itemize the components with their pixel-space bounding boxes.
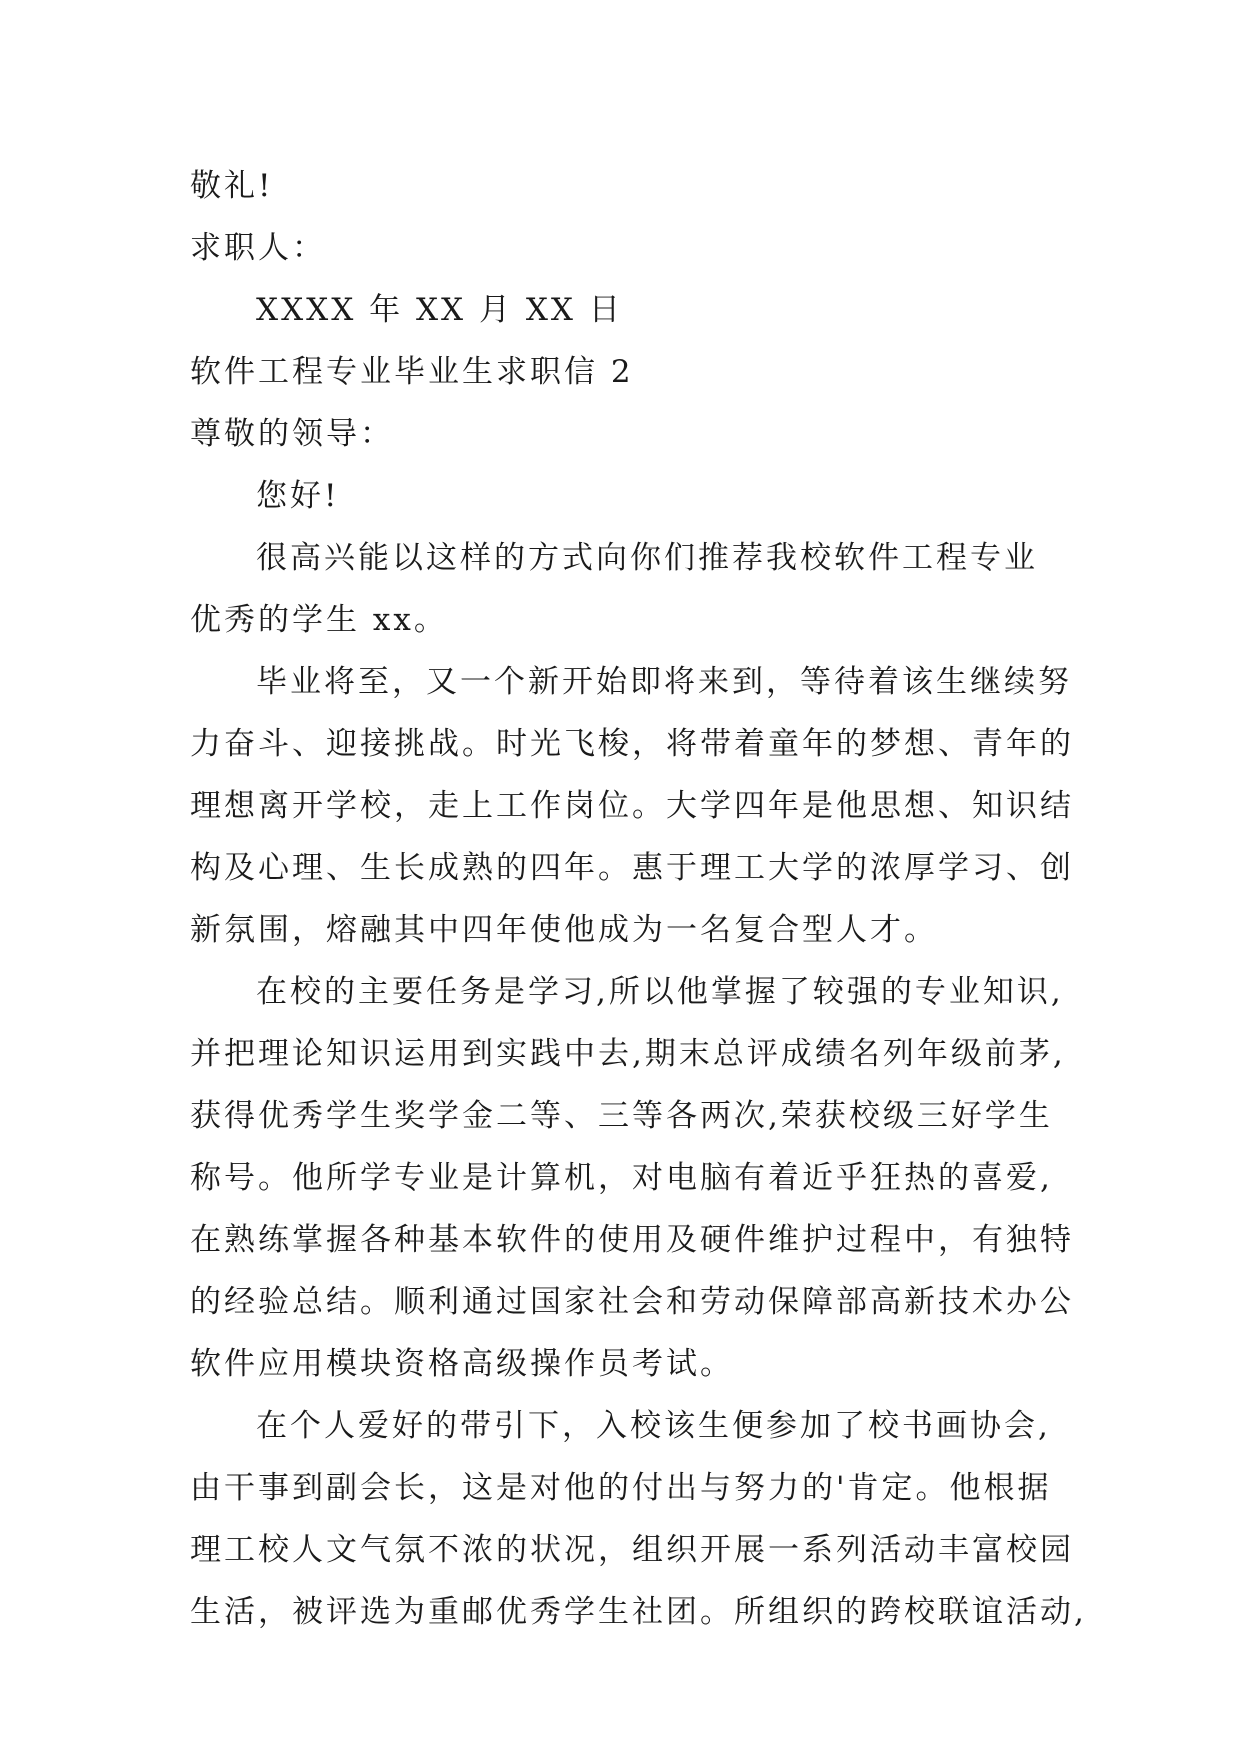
paragraph-line: 优秀的学生 xx。 bbox=[190, 602, 448, 638]
closing-salute: 敬礼! bbox=[190, 168, 274, 204]
paragraph-line: 由干事到副会长，这是对他的付出与努力的'肯定。他根据 bbox=[190, 1470, 1052, 1506]
paragraph-line: 称号。他所学专业是计算机，对电脑有着近乎狂热的喜爱, bbox=[190, 1160, 1053, 1196]
paragraph-line: 构及心理、生长成熟的四年。惠于理工大学的浓厚学习、创 bbox=[190, 850, 1074, 886]
paragraph-line: 在校的主要任务是学习,所以他掌握了较强的专业知识, bbox=[256, 974, 1064, 1010]
paragraph-line: 的经验总结。顺利通过国家社会和劳动保障部高新技术办公 bbox=[190, 1284, 1074, 1320]
paragraph-line: 理想离开学校，走上工作岗位。大学四年是他思想、知识结 bbox=[190, 788, 1074, 824]
paragraph-line: 生活，被评选为重邮优秀学生社团。所组织的跨校联谊活动, bbox=[190, 1594, 1087, 1630]
paragraph-line: 并把理论知识运用到实践中去,期末总评成绩名列年级前茅, bbox=[190, 1036, 1066, 1072]
paragraph-line: 理工校人文气氛不浓的状况，组织开展一系列活动丰富校园 bbox=[190, 1532, 1074, 1568]
paragraph-line: 新氛围，熔融其中四年使他成为一名复合型人才。 bbox=[190, 912, 938, 948]
paragraph-line: 在熟练掌握各种基本软件的使用及硬件维护过程中，有独特 bbox=[190, 1222, 1074, 1258]
salutation: 尊敬的领导： bbox=[190, 416, 394, 452]
applicant-signature: 求职人： bbox=[190, 230, 326, 266]
letter-body bbox=[190, 155, 1087, 1643]
paragraph-line: 获得优秀学生奖学金二等、三等各两次,荣获校级三好学生 bbox=[190, 1098, 1053, 1134]
paragraph-line: 在个人爱好的带引下，入校该生便参加了校书画协会, bbox=[256, 1408, 1051, 1444]
letter-title: 软件工程专业毕业生求职信 2 bbox=[190, 354, 634, 390]
paragraph-line: 力奋斗、迎接挑战。时光飞梭，将带着童年的梦想、青年的 bbox=[190, 726, 1074, 762]
paragraph-line: 毕业将至，又一个新开始即将来到，等待着该生继续努 bbox=[256, 664, 1072, 700]
letter-date: XXXX 年 XX 月 XX 日 bbox=[256, 292, 623, 328]
greeting: 您好! bbox=[256, 478, 340, 514]
paragraph-line: 很高兴能以这样的方式向你们推荐我校软件工程专业 bbox=[256, 540, 1038, 576]
paragraph-line: 软件应用模块资格高级操作员考试。 bbox=[190, 1346, 734, 1382]
